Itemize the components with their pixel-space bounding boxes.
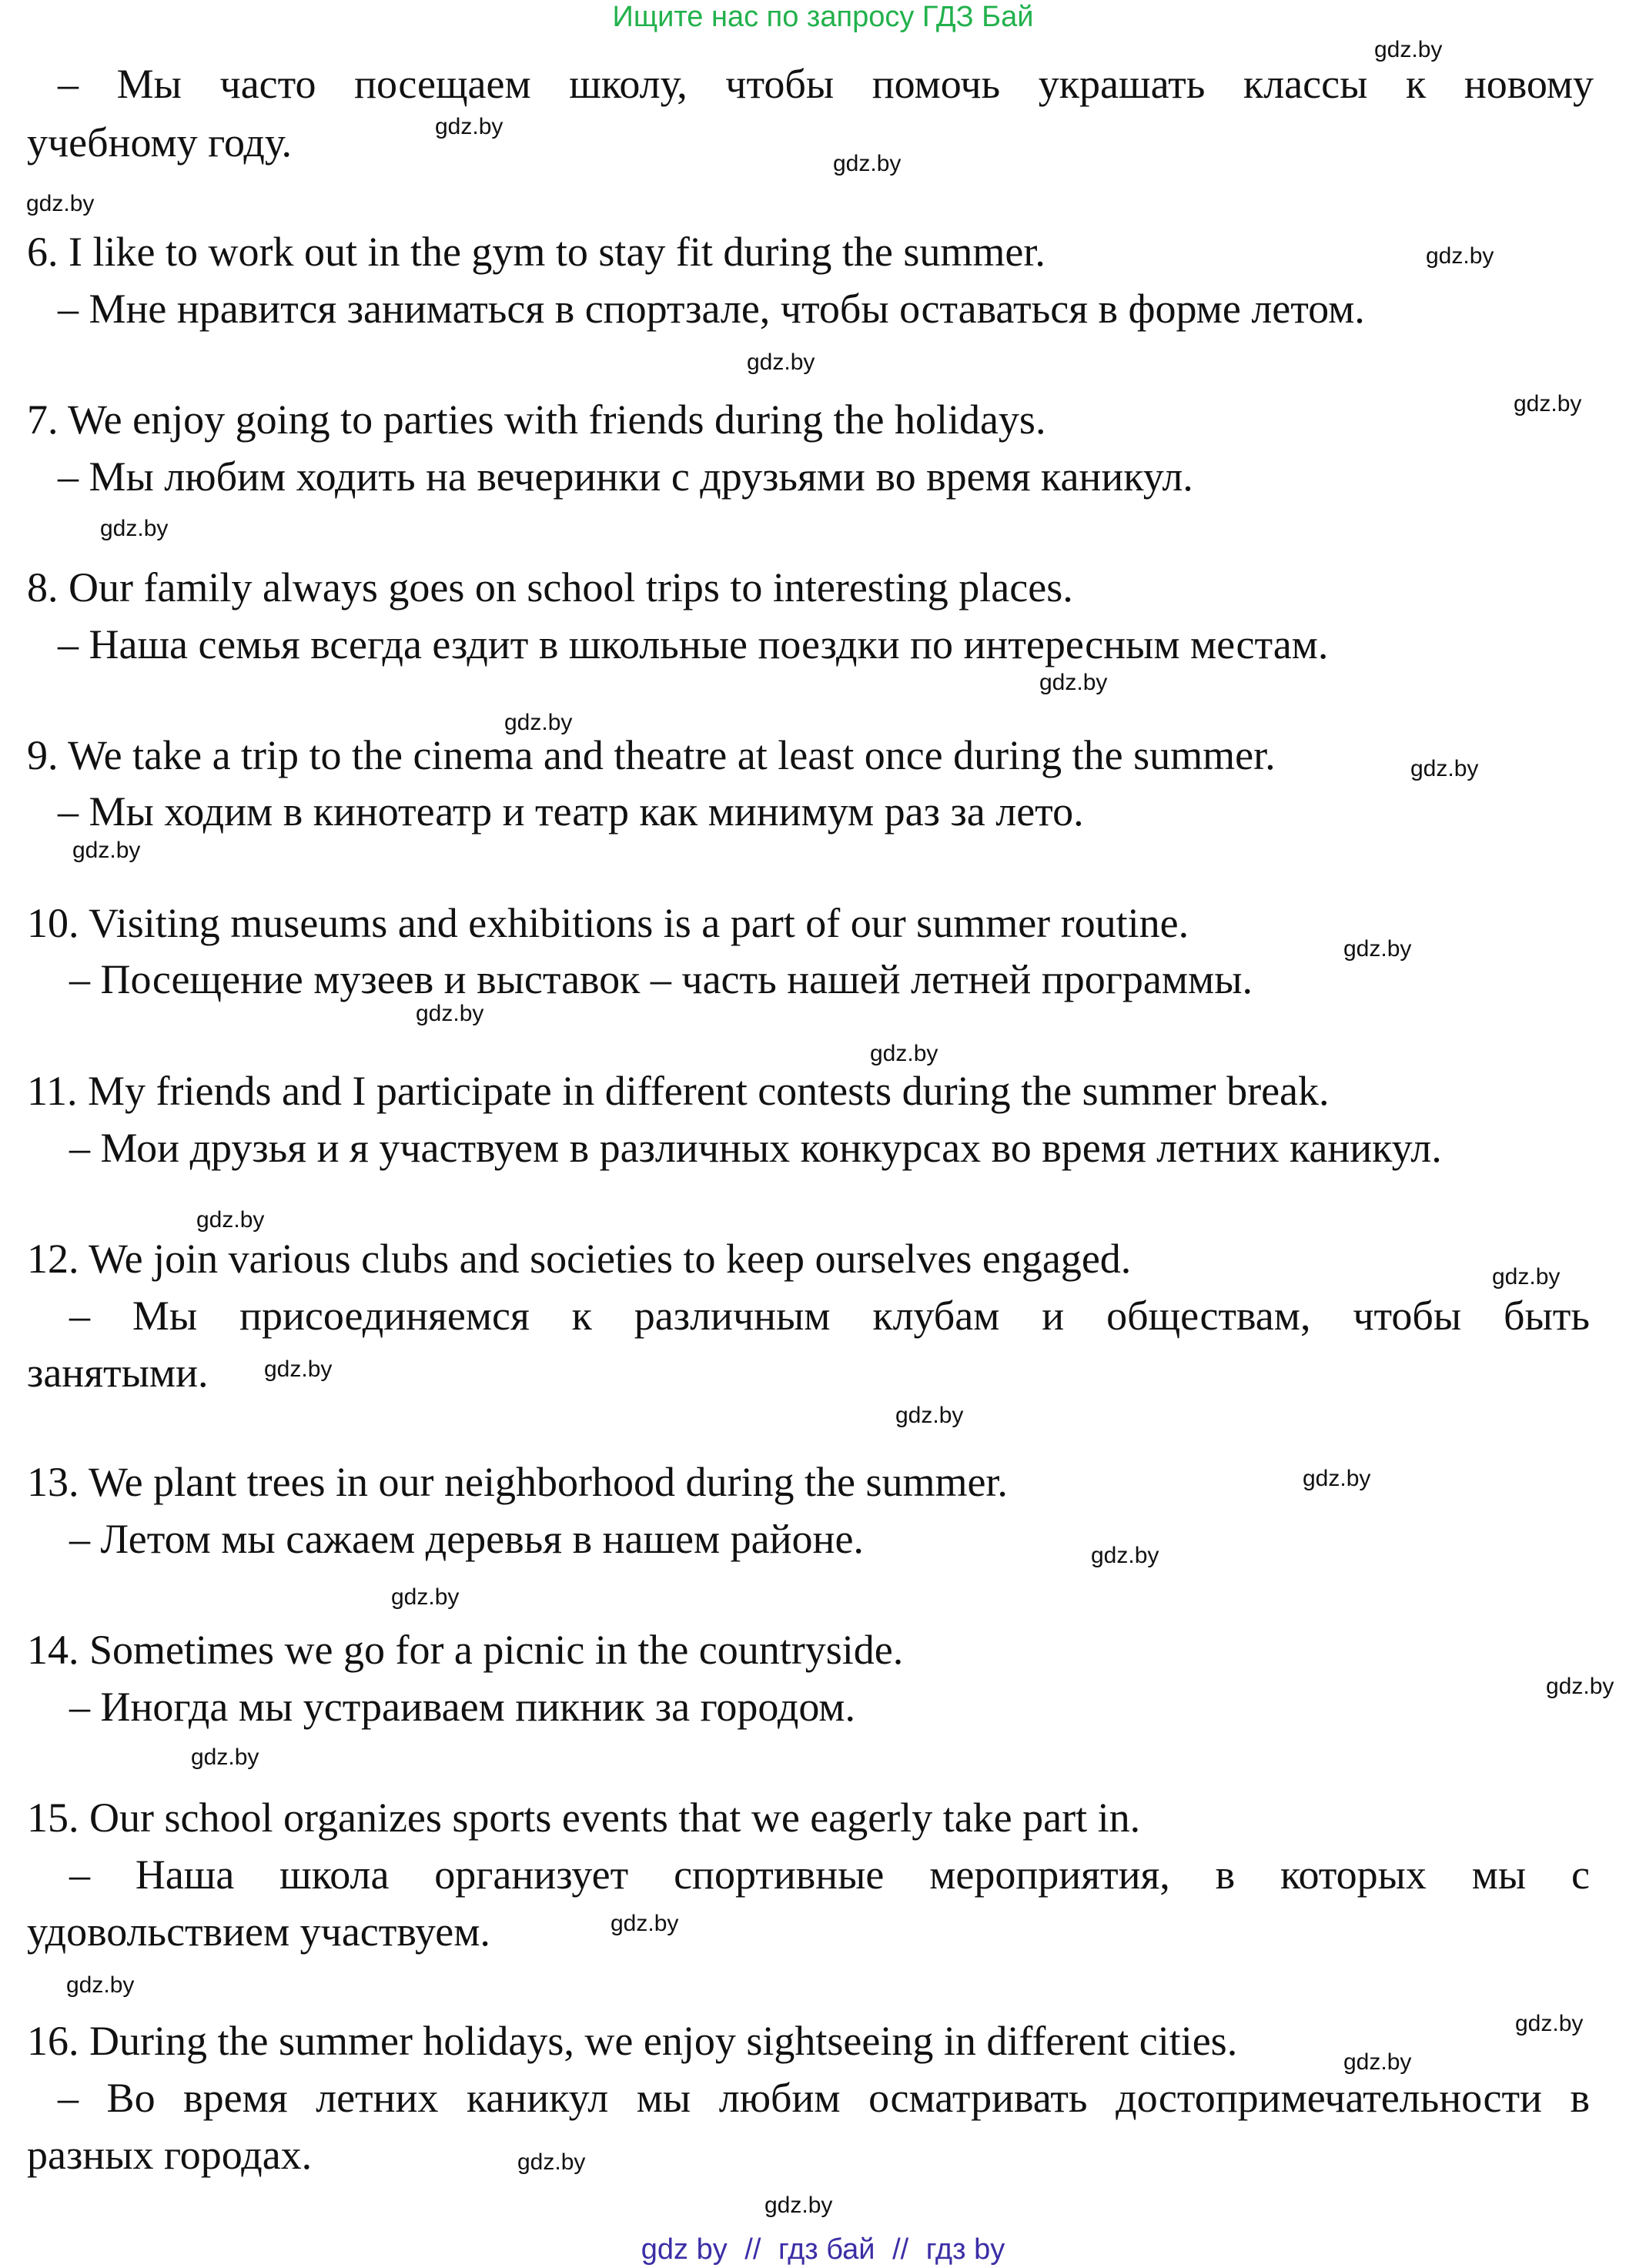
watermark: gdz.by [1091, 1543, 1159, 1568]
item-13-ru: – Летом мы сажаем деревья в нашем районе. [69, 1516, 864, 1562]
watermark: gdz.by [611, 1911, 679, 1936]
watermark: gdz.by [1514, 391, 1582, 416]
item-7-en: 7. We enjoy going to parties with friends during the holidays. [27, 396, 1046, 443]
watermark: gdz.by [435, 114, 504, 139]
watermark: gdz.by [191, 1744, 259, 1770]
watermark: gdz.by [504, 710, 573, 735]
item-8-ru: – Наша семья всегда ездит в школьные поездки по интересным местам. [58, 621, 1329, 667]
item-12-en: 12. We join various clubs and societies to keep ourselves engaged. [27, 1236, 1132, 1282]
watermark: gdz.by [196, 1207, 265, 1233]
footer-separator: // [744, 2233, 761, 2266]
watermark: gdz.by [66, 1972, 135, 1998]
watermark: gdz.by [747, 350, 815, 375]
watermark: gdz.by [1426, 243, 1494, 269]
intro-ru-line1: – Мы часто посещаем школу, чтобы помочь украшать классы к новому [58, 61, 1594, 107]
footer-link-gdz-bai[interactable]: гдз бай [778, 2233, 875, 2266]
item-11-en: 11. My friends and I participate in different contests during the summer break. [27, 1068, 1330, 1114]
footer-link-gdz-by-ru[interactable]: гдз by [925, 2233, 1005, 2266]
intro-ru-line2: учебному году. [27, 119, 292, 166]
watermark: gdz.by [895, 1403, 964, 1428]
item-14-ru: – Иногда мы устраиваем пикник за городом. [69, 1684, 855, 1730]
item-14-en: 14. Sometimes we go for a picnic in the countryside. [27, 1627, 904, 1673]
footer-links [0, 2233, 1646, 2266]
item-9-ru: – Мы ходим в кинотеатр и театр как минимум раз за лето. [58, 788, 1084, 835]
item-15-ru-line2: удовольствием участвуем. [27, 1908, 490, 1955]
search-hint-link[interactable]: Ищите нас по запросу ГДЗ Бай [612, 1, 1034, 33]
watermark: gdz.by [100, 516, 169, 541]
watermark: gdz.by [764, 2193, 833, 2218]
item-12-ru-line2: занятыми. [27, 1350, 209, 1396]
item-6-ru: – Мне нравится заниматься в спортзале, чтобы оставаться в форме летом. [58, 286, 1365, 332]
watermark: gdz.by [1374, 37, 1443, 62]
watermark: gdz.by [26, 191, 95, 216]
watermark: gdz.by [391, 1584, 460, 1610]
item-11-ru: – Мои друзья и я участвуем в различных конкурсах во время летних каникул. [69, 1125, 1442, 1171]
watermark: gdz.by [517, 2149, 586, 2175]
watermark: gdz.by [1343, 936, 1412, 962]
watermark: gdz.by [416, 1001, 484, 1026]
watermark: gdz.by [1546, 1674, 1614, 1699]
watermark: gdz.by [1515, 2011, 1584, 2036]
item-16-ru-line1: – Во время летних каникул мы любим осматривать достопримечательности в [58, 2075, 1590, 2121]
item-16-en: 16. During the summer holidays, we enjoy sightseeing in different cities. [27, 2018, 1238, 2064]
watermark: gdz.by [833, 151, 902, 176]
footer-separator: // [892, 2233, 909, 2266]
watermark: gdz.by [1303, 1466, 1371, 1491]
watermark: gdz.by [264, 1356, 333, 1382]
item-7-ru: – Мы любим ходить на вечеринки с друзьями во время каникул. [58, 453, 1193, 500]
item-15-ru-line1: – Наша школа организует спортивные мероприятия, в которых мы с [69, 1852, 1590, 1898]
item-16-ru-line2: разных городах. [27, 2132, 313, 2178]
footer-link-gdz-by[interactable]: gdz by [641, 2233, 728, 2266]
watermark: gdz.by [1343, 2049, 1412, 2075]
item-8-en: 8. Our family always goes on school trips to interesting places. [27, 564, 1073, 610]
item-13-en: 13. We plant trees in our neighborhood during the summer. [27, 1459, 1008, 1505]
watermark: gdz.by [72, 838, 141, 863]
item-12-ru-line1: – Мы присоединяемся к различным клубам и обществам, чтобы быть [69, 1293, 1590, 1339]
item-9-en: 9. We take a trip to the cinema and theatre at least once during the summer. [27, 732, 1276, 778]
item-15-en: 15. Our school organizes sports events that we eagerly take part in. [27, 1795, 1141, 1841]
item-10-en: 10. Visiting museums and exhibitions is a part of our summer routine. [27, 900, 1189, 946]
item-10-ru: – Посещение музеев и выставок – часть нашей летней программы. [69, 956, 1253, 1002]
item-6-en: 6. I like to work out in the gym to stay fit during the summer. [27, 229, 1045, 275]
watermark: gdz.by [1410, 756, 1479, 781]
watermark: gdz.by [870, 1041, 938, 1066]
watermark: gdz.by [1492, 1264, 1561, 1290]
watermark: gdz.by [1039, 670, 1108, 695]
